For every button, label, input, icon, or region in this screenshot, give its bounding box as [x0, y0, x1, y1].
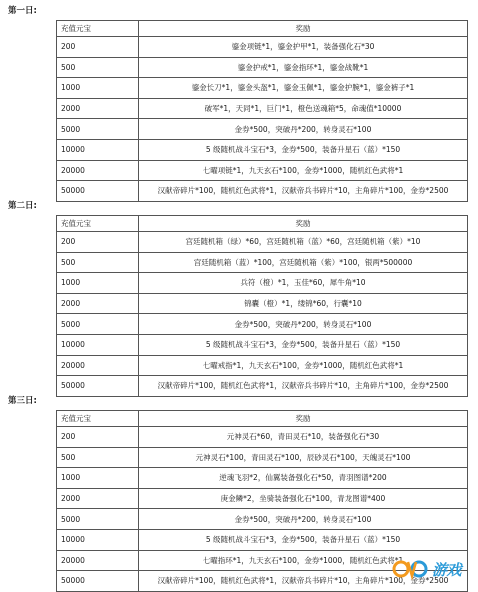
day-3-title: 第三日: — [8, 396, 37, 406]
reward-items: 锦囊（橙）*1，缕锦*60，行囊*10 — [139, 293, 468, 314]
recharge-amount: 10000 — [57, 529, 139, 550]
recharge-amount: 5000 — [57, 119, 139, 140]
table-row — [57, 181, 468, 202]
header-reward: 奖励 — [139, 411, 468, 427]
table-row — [57, 571, 468, 592]
reward-items: 鎏金长刀*1，鎏金头盔*1，鎏金玉佩*1，鎏金护腕*1，鎏金裤子*1 — [139, 78, 468, 99]
reward-items: 鎏金项链*1，鎏金护甲*1，装备强化石*30 — [139, 37, 468, 58]
recharge-amount: 2000 — [57, 293, 139, 314]
recharge-amount: 1000 — [57, 468, 139, 489]
header-amount: 充值元宝 — [57, 21, 139, 37]
reward-items: 金券*500，突破丹*200，转身灵石*100 — [139, 119, 468, 140]
day-2-title: 第二日: — [8, 201, 37, 211]
table-row — [57, 447, 468, 468]
header-reward: 奖励 — [139, 21, 468, 37]
recharge-amount: 1000 — [57, 273, 139, 294]
header-amount: 充值元宝 — [57, 216, 139, 232]
recharge-amount: 10000 — [57, 334, 139, 355]
reward-items: 汉献帝碎片*100，随机红色武将*1，汉献帝兵书碎片*10，主角碎片*100，金券*2500 — [139, 376, 468, 397]
reward-items: 七曜指环*1，九天玄石*100，金券*1000，随机红色武将*1 — [139, 550, 468, 571]
table-row — [57, 57, 468, 78]
reward-items: 元神灵石*60，青田灵石*10，装备强化石*30 — [139, 427, 468, 448]
table-header-row — [57, 21, 468, 37]
table-row — [57, 334, 468, 355]
day-1-table-body — [57, 21, 468, 202]
table-row — [57, 427, 468, 448]
recharge-amount: 500 — [57, 252, 139, 273]
reward-items: 破军*1，天同*1，巨门*1，橙色送魂箱*5，命魂值*10000 — [139, 98, 468, 119]
table-row — [57, 273, 468, 294]
recharge-amount: 1000 — [57, 78, 139, 99]
reward-items: 5 级随机战斗宝石*3，金券*500，装备升星石（蓝）*150 — [139, 334, 468, 355]
table-header-row — [57, 411, 468, 427]
table-row — [57, 160, 468, 181]
reward-items: 逆魂飞羽*2，仙翼装备强化石*50，青羽图谱*200 — [139, 468, 468, 489]
reward-items: 汉献帝碎片*100，随机红色武将*1，汉献帝兵书碎片*10，主角碎片*100，金券*2500 — [139, 571, 468, 592]
header-reward: 奖励 — [139, 216, 468, 232]
recharge-amount: 50000 — [57, 376, 139, 397]
table-row — [57, 78, 468, 99]
recharge-amount: 2000 — [57, 488, 139, 509]
recharge-amount: 50000 — [57, 181, 139, 202]
reward-items: 兵符（橙）*1，玉佳*60，犀牛角*10 — [139, 273, 468, 294]
day-2-table-body — [57, 216, 468, 397]
reward-items: 七曜项链*1，九天玄石*100，金券*1000，随机红色武将*1 — [139, 160, 468, 181]
recharge-amount: 200 — [57, 37, 139, 58]
table-row — [57, 293, 468, 314]
recharge-amount: 5000 — [57, 314, 139, 335]
table-row — [57, 529, 468, 550]
table-row — [57, 488, 468, 509]
reward-items: 鎏金护戒*1，鎏金指环*1，鎏金战靴*1 — [139, 57, 468, 78]
reward-items: 庚金鳞*2，坐骑装备强化石*100，青龙图谱*400 — [139, 488, 468, 509]
table-row — [57, 232, 468, 253]
day-1-title: 第一日: — [8, 6, 37, 16]
recharge-amount: 5000 — [57, 509, 139, 530]
table-row — [57, 98, 468, 119]
recharge-amount: 200 — [57, 232, 139, 253]
table-row — [57, 509, 468, 530]
table-row — [57, 139, 468, 160]
table-row — [57, 468, 468, 489]
table-row — [57, 37, 468, 58]
table-row — [57, 376, 468, 397]
table-row — [57, 252, 468, 273]
table-row — [57, 550, 468, 571]
reward-items: 5 级随机战斗宝石*3，金券*500，装备升星石（蓝）*150 — [139, 529, 468, 550]
reward-items: 宫廷随机箱（绿）*60，宫廷随机箱（蓝）*60，宫廷随机箱（紫）*10 — [139, 232, 468, 253]
recharge-amount: 200 — [57, 427, 139, 448]
table-row — [57, 355, 468, 376]
table-row — [57, 314, 468, 335]
reward-items: 金券*500，突破丹*200，转身灵石*100 — [139, 509, 468, 530]
day-2-reward-table — [56, 215, 468, 397]
reward-items: 汉献帝碎片*100，随机红色武将*1，汉献帝兵书碎片*10，主角碎片*100，金券*2500 — [139, 181, 468, 202]
table-header-row — [57, 216, 468, 232]
day-3-reward-table — [56, 410, 468, 592]
reward-items: 金券*500，突破丹*200，转身灵石*100 — [139, 314, 468, 335]
recharge-amount: 2000 — [57, 98, 139, 119]
day-3-table-body — [57, 411, 468, 592]
header-amount: 充值元宝 — [57, 411, 139, 427]
recharge-amount: 10000 — [57, 139, 139, 160]
recharge-amount: 500 — [57, 447, 139, 468]
reward-items: 元神灵石*100，青田灵石*100，辰砂灵石*100，天魄灵石*100 — [139, 447, 468, 468]
recharge-amount: 50000 — [57, 571, 139, 592]
day-1-reward-table — [56, 20, 468, 202]
watermark-text: 游戏 — [432, 560, 462, 579]
table-row — [57, 119, 468, 140]
recharge-amount: 20000 — [57, 160, 139, 181]
recharge-amount: 20000 — [57, 355, 139, 376]
reward-items: 宫廷随机箱（蓝）*100，宫廷随机箱（紫）*100，银两*500000 — [139, 252, 468, 273]
reward-items: 七曜戒指*1，九天玄石*100，金券*1000，随机红色武将*1 — [139, 355, 468, 376]
recharge-amount: 500 — [57, 57, 139, 78]
reward-items: 5 级随机战斗宝石*3，金券*500，装备升星石（蓝）*150 — [139, 139, 468, 160]
recharge-amount: 20000 — [57, 550, 139, 571]
